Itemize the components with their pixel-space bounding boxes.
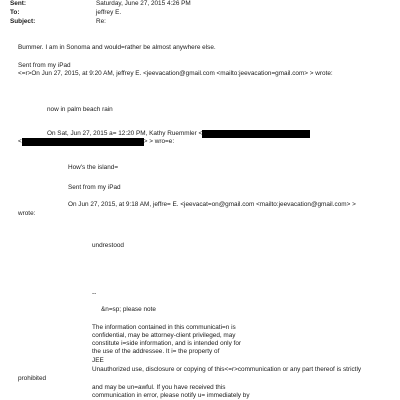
subject-label: Subject: — [10, 18, 36, 25]
body-line-4: now in palm beach rain — [47, 106, 113, 113]
body-line-15: confidential, may be attorney-client privileged, may — [92, 332, 236, 339]
quote-header-text: On Sat, Jun 27, 2015 a= 12:20 PM, Kathy Ruemmler < — [47, 130, 203, 137]
body-line-16: constitute i=side information, and is intended only for — [92, 340, 242, 347]
body-line-20: prohibited — [18, 375, 47, 382]
body-line-22: communication in error, please notify u= immediately by — [92, 392, 250, 399]
header-sent-row — [0, 0, 400, 9]
body-line-11: undrestood — [92, 242, 124, 249]
body-line-5 — [47, 130, 310, 138]
header-to-row — [0, 9, 400, 18]
body-line-9: On Jun 27, 2015, at 9:18 AM, jeffre= E. <jeevacat=on@gmail.com <mailto:jeevacation@gmail.com> > — [68, 201, 356, 208]
body-line-3: <=r>On Jun 27, 2015, at 9:20 AM, jeffrey E. <jeevacation@gmail.com <mailto:jeevacation=gmail.com> > wrote: — [18, 70, 333, 77]
to-value: jeffrey E. — [96, 9, 122, 16]
body-line-10: wrote: — [18, 210, 36, 217]
body-line-6 — [18, 138, 174, 146]
body-line-12: -- — [92, 290, 97, 297]
body-line-2: Sent from my iPad — [18, 62, 71, 69]
body-line-8: Sent from my iPad — [68, 184, 121, 191]
header-subject-row — [0, 18, 400, 27]
body-line-19: Unauthorized use, disclosure or copying of this<=r>communication or any part thereof is strictly — [92, 366, 362, 373]
redaction-bar — [22, 138, 144, 146]
redaction-bar — [202, 130, 310, 138]
body-line-14: The information contained in this communicati=n is — [92, 324, 236, 331]
to-label: To: — [10, 9, 20, 16]
body-line-13: &n=sp; please note — [101, 306, 156, 313]
subject-value: Re: — [96, 18, 106, 25]
sent-label: Sent: — [10, 0, 26, 7]
body-line-21: and may be un=awful. If you have received this — [92, 384, 226, 391]
sent-value: Saturday, June 27, 2015 4:26 PM — [96, 0, 191, 7]
body-line-7: How's the island= — [68, 164, 119, 171]
body-line-17: the use of the addressee. It i= the property of — [92, 348, 220, 355]
quote-email-end: > > wro=e: — [143, 138, 175, 145]
body-line-18: JEE — [92, 357, 104, 364]
body-line-1: Bummer. I am in Sonoma and would=rather be almost anywhere else. — [18, 44, 216, 51]
quote-email-start: < — [18, 138, 22, 145]
